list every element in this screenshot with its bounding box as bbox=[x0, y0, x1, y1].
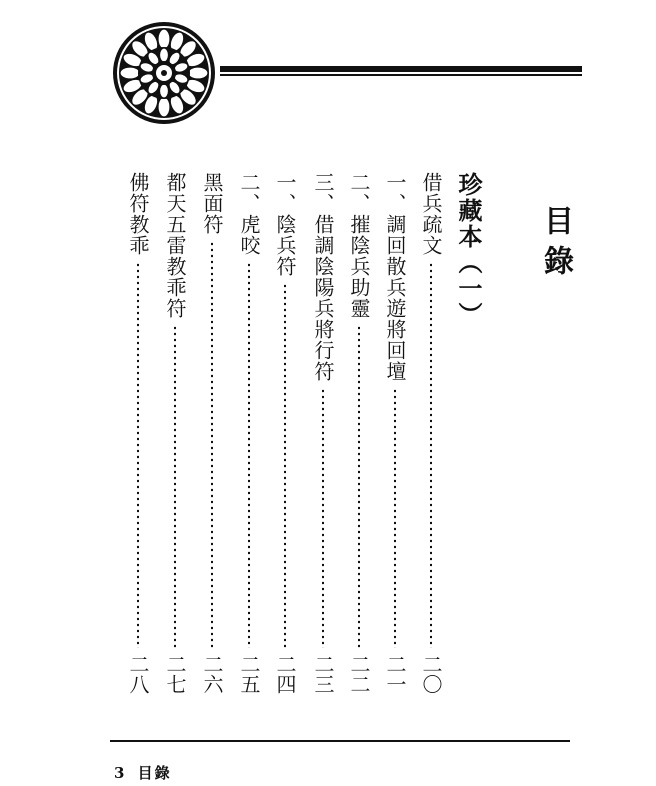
footer-rule bbox=[110, 740, 570, 742]
toc-entry bbox=[121, 172, 155, 694]
toc-entry-title: 黑面符 bbox=[200, 172, 224, 235]
toc-entry-page: 二四 bbox=[273, 654, 297, 694]
dot-leader bbox=[394, 388, 396, 648]
toc-entry-page: 二七 bbox=[163, 654, 187, 694]
dot-leader bbox=[174, 325, 176, 648]
toc-entry-title: 三、借調陰陽兵將行符 bbox=[311, 172, 335, 382]
running-footer-title: 目錄 bbox=[137, 764, 172, 782]
page-number: 3 bbox=[114, 764, 125, 782]
toc-entry bbox=[158, 172, 192, 694]
toc-entry-title: 二、虎咬 bbox=[237, 172, 261, 256]
toc-entry-page: 二五 bbox=[237, 654, 261, 694]
toc-entry-page: 二二 bbox=[347, 654, 371, 694]
dot-leader bbox=[284, 283, 286, 648]
dot-leader bbox=[211, 241, 213, 648]
page-title-column bbox=[538, 205, 572, 285]
section-heading-column bbox=[451, 172, 485, 352]
dot-leader bbox=[248, 262, 250, 648]
toc-entry-title: 二、摧陰兵助靈 bbox=[347, 172, 371, 319]
toc-entry-title: 都天五雷教乖符 bbox=[163, 172, 187, 319]
toc-entry bbox=[195, 172, 229, 694]
dot-leader bbox=[322, 388, 324, 648]
toc-entry-title: 佛符教乖 bbox=[126, 172, 150, 256]
toc-entry-page: 二一 bbox=[383, 654, 407, 694]
toc-entry-page: 二三 bbox=[311, 654, 335, 694]
page-footer bbox=[114, 762, 172, 783]
toc-entry-page: 二〇 bbox=[419, 654, 443, 694]
toc-entry bbox=[342, 172, 376, 694]
page-title: 目錄 bbox=[538, 205, 573, 285]
dot-leader bbox=[137, 262, 139, 648]
section-heading: 珍藏本（一） bbox=[454, 172, 483, 328]
toc-entry bbox=[378, 172, 412, 694]
toc-entry bbox=[414, 172, 448, 694]
dot-leader bbox=[358, 325, 360, 648]
toc-entry-title: 一、調回散兵遊將回壇 bbox=[383, 172, 407, 382]
toc-entry bbox=[232, 172, 266, 694]
toc-entry bbox=[306, 172, 340, 694]
dot-leader bbox=[430, 262, 432, 648]
toc-entry-page: 二八 bbox=[126, 654, 150, 694]
toc-entry-title: 借兵疏文 bbox=[419, 172, 443, 256]
toc-entry bbox=[268, 172, 302, 694]
toc-entry-page: 二六 bbox=[200, 654, 224, 694]
toc-entry-title: 一、陰兵符 bbox=[273, 172, 297, 277]
